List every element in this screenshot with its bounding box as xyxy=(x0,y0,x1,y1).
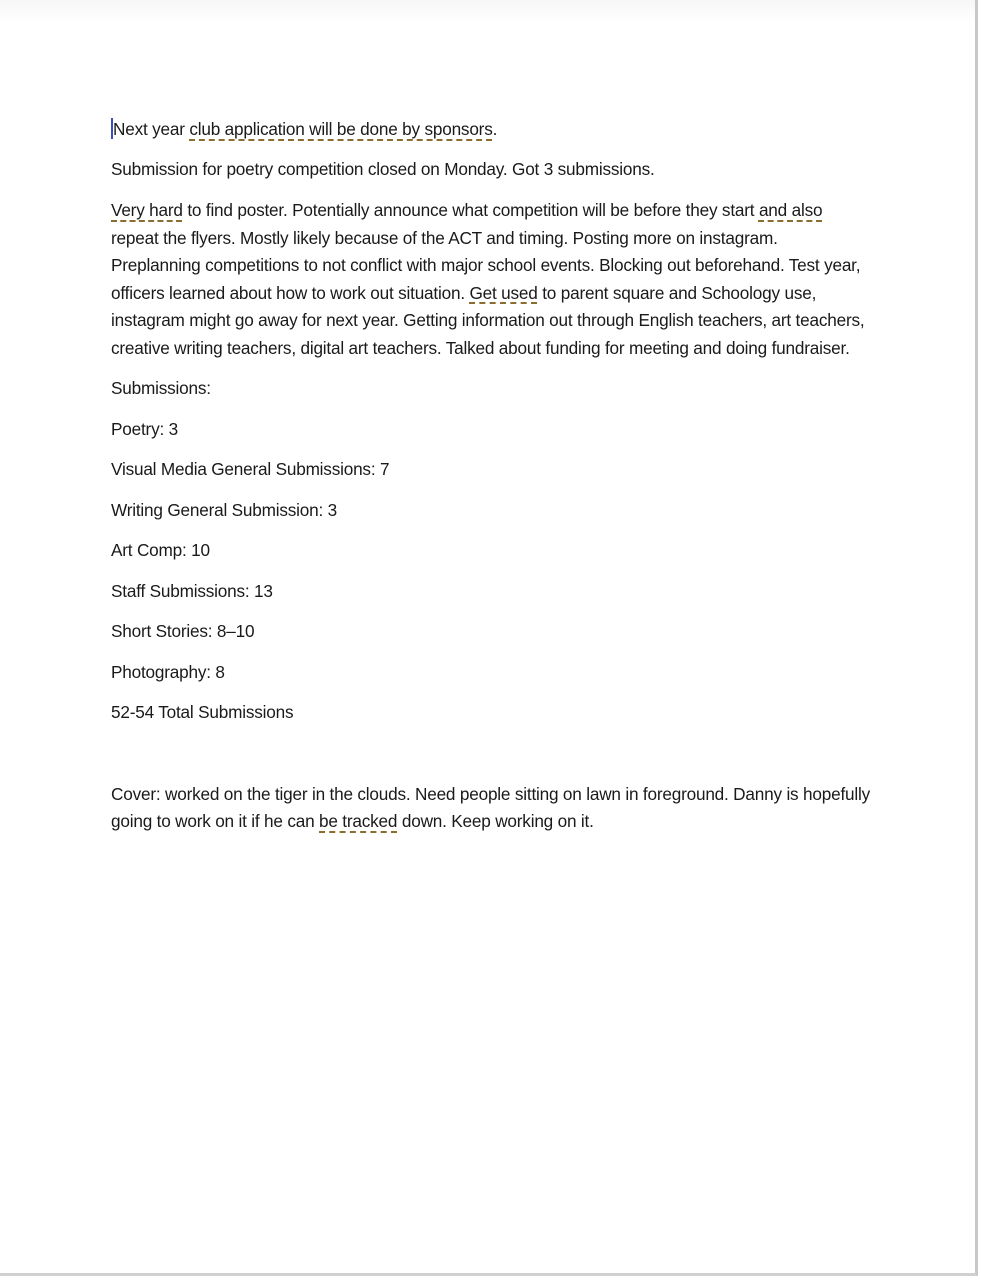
grammar-flagged-text[interactable]: be tracked xyxy=(319,811,398,831)
submission-item[interactable]: Visual Media General Submissions: 7 xyxy=(111,459,390,479)
text: Next year xyxy=(113,119,190,139)
document-body[interactable] xyxy=(111,116,871,836)
submission-item[interactable]: Photography: 8 xyxy=(111,661,225,682)
submissions-heading[interactable]: Submissions: xyxy=(111,378,211,398)
text: . xyxy=(492,119,498,139)
submissions-total[interactable]: 52-54 Total Submissions xyxy=(111,702,294,722)
grammar-flagged-text[interactable]: Get used xyxy=(469,282,538,303)
submission-item[interactable]: Poetry: 3 xyxy=(111,418,178,439)
grammar-flagged-text[interactable]: club application will be done by sponsors xyxy=(189,119,493,139)
text: repeat the flyers. Mostly likely because of the ACT and timing. Posting more on instagram. Preplanning competitions to not conflict with major school events. Blocking out beforehand. Test year, officers learned about how to work out situation. xyxy=(111,227,861,303)
text: down. Keep working on it. xyxy=(397,811,594,831)
text: Cover: worked on the tiger in the clouds. Need people sitting on lawn in foreground. Danny is hopefully going to work on it if he can xyxy=(111,783,871,831)
grammar-flagged-text[interactable]: and also xyxy=(758,200,823,220)
text: to find poster. Potentially announce what competition will be before they start xyxy=(182,200,759,220)
paragraph-poetry-closed[interactable]: Submission for poetry competition closed on Monday. Got 3 submissions. xyxy=(111,158,655,179)
submission-item[interactable]: Writing General Submission: 3 xyxy=(111,499,338,520)
paragraph-notes[interactable] xyxy=(111,197,871,362)
empty-line xyxy=(111,727,871,781)
paragraph-cover[interactable] xyxy=(111,781,871,836)
paragraph-club-application[interactable] xyxy=(111,116,871,144)
submission-item[interactable]: Short Stories: 8–10 xyxy=(111,621,255,641)
submission-item[interactable]: Staff Submissions: 13 xyxy=(111,580,273,601)
submission-item[interactable]: Art Comp: 10 xyxy=(111,540,210,560)
grammar-flagged-text[interactable]: Very hard xyxy=(111,200,183,220)
text: to parent square and Schoology use, instagram might go away for next year. Getting information out through English teachers, art teachers, creative writing teachers, digital art teachers. Talked about funding for meeting and doing fundraiser. xyxy=(111,282,865,358)
